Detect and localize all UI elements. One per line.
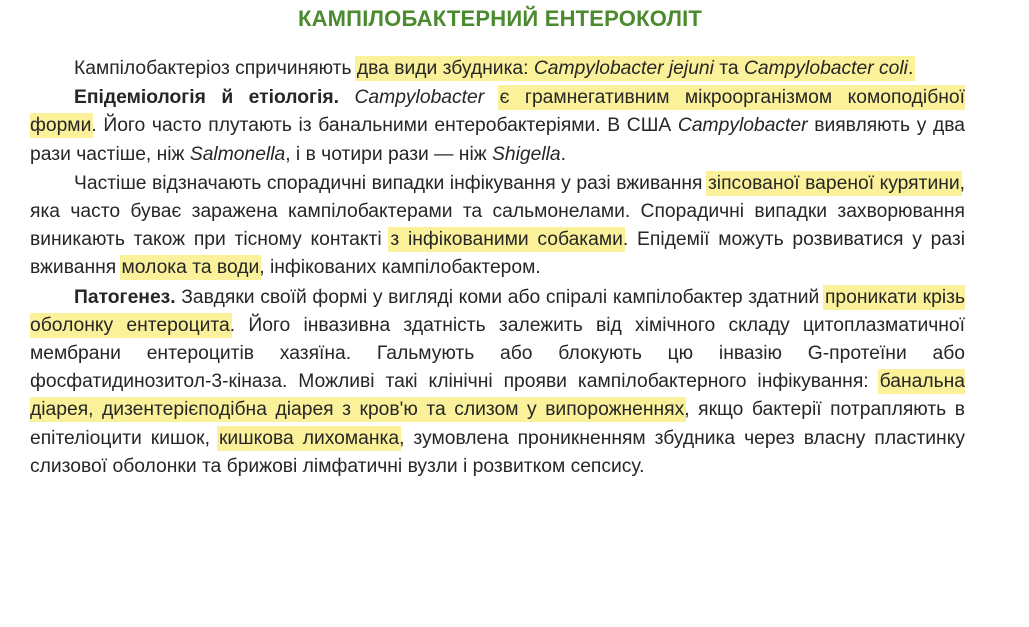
text-run: , і в чотири рази — ніж <box>285 143 492 165</box>
text-run: , інфікованих кампілобактером. <box>259 257 541 279</box>
highlighted-text: молока та води <box>121 257 260 279</box>
paragraph-sporadic-cases <box>30 170 965 283</box>
species-name: Campylobacter jejuni <box>533 58 714 79</box>
species-name: Salmonella <box>189 143 286 165</box>
highlighted-text: кишкова лихоманка <box>218 427 400 449</box>
highlighted-text: є грамнегативним мікроорганізмом комоподібної форми <box>30 87 965 137</box>
text-run: Кампілобактеріоз спричиняють <box>74 58 357 79</box>
highlight-run: . <box>907 58 914 79</box>
highlighted-text: банальна діарея, дизентерієподібна діарея з кров'ю та слизом у випорожненнях <box>30 371 965 421</box>
paragraph-pathogenesis <box>30 284 965 481</box>
highlighted-text <box>357 58 913 79</box>
species-name: Campylobacter <box>677 115 808 137</box>
text-run: . Епідемії можуть розвиватися у разі вживання <box>30 229 965 279</box>
text-run: , зумовлена проникненням збудника через власну пластинку слизової оболонки та брижові лімфатичні вузли і розвитком сепсису. <box>30 427 965 477</box>
paragraph-epidemiology <box>30 84 965 169</box>
text-run: . Його інвазивна здатність залежить від хімічного складу цитоплазматичної мембрани ентероцитів хазяїна. Гальмують або блокують цю інвазію G-протеїни або фосфатидинозитол-3-кіназа. Можливі такі клінічні прояви кампілобактерного інфікування: <box>30 314 965 393</box>
highlight-run: та <box>713 58 744 79</box>
highlighted-text: зіпсованої вареної курятини <box>707 172 960 194</box>
text-run: виявляють у два рази частіше, ніж <box>30 115 965 165</box>
subheading-pathogenesis: Патогенез. <box>74 286 176 308</box>
text-run: . Його часто плутають із банальними ентеробактеріями. В США <box>91 115 678 137</box>
article-body <box>30 55 965 481</box>
highlighted-text: з інфікованими собаками <box>390 229 623 251</box>
species-name: Campylobacter coli <box>743 58 908 79</box>
highlighted-text: проникати крізь оболонку ентероцита <box>30 286 965 336</box>
text-run: , якщо бактерії потрапляють в епітеліоцити кишок, <box>30 399 965 449</box>
text-run: Завдяки своїй формі у вигляді коми або спіралі кампілобактер здатний <box>175 286 825 308</box>
paragraph-intro <box>30 55 965 83</box>
species-name: Campylobacter <box>354 87 485 109</box>
text-run: . <box>560 143 566 165</box>
species-name: Shigella <box>492 143 561 165</box>
text-run: Частіше відзначають спорадичні випадки інфікування у разі вживання <box>74 172 708 194</box>
section-title: КАМПІЛОБАКТЕРНИЙ ЕНТЕРОКОЛІТ <box>297 6 703 31</box>
highlight-run: два види збудника: <box>356 58 534 79</box>
subheading-epidemiology: Епідеміологія й етіологія. <box>74 87 340 109</box>
text-run: , яка часто буває заражена кампілобактерами та сальмонелами. Спорадичні випадки захворювання виникають також при тісному контакті <box>30 172 965 251</box>
